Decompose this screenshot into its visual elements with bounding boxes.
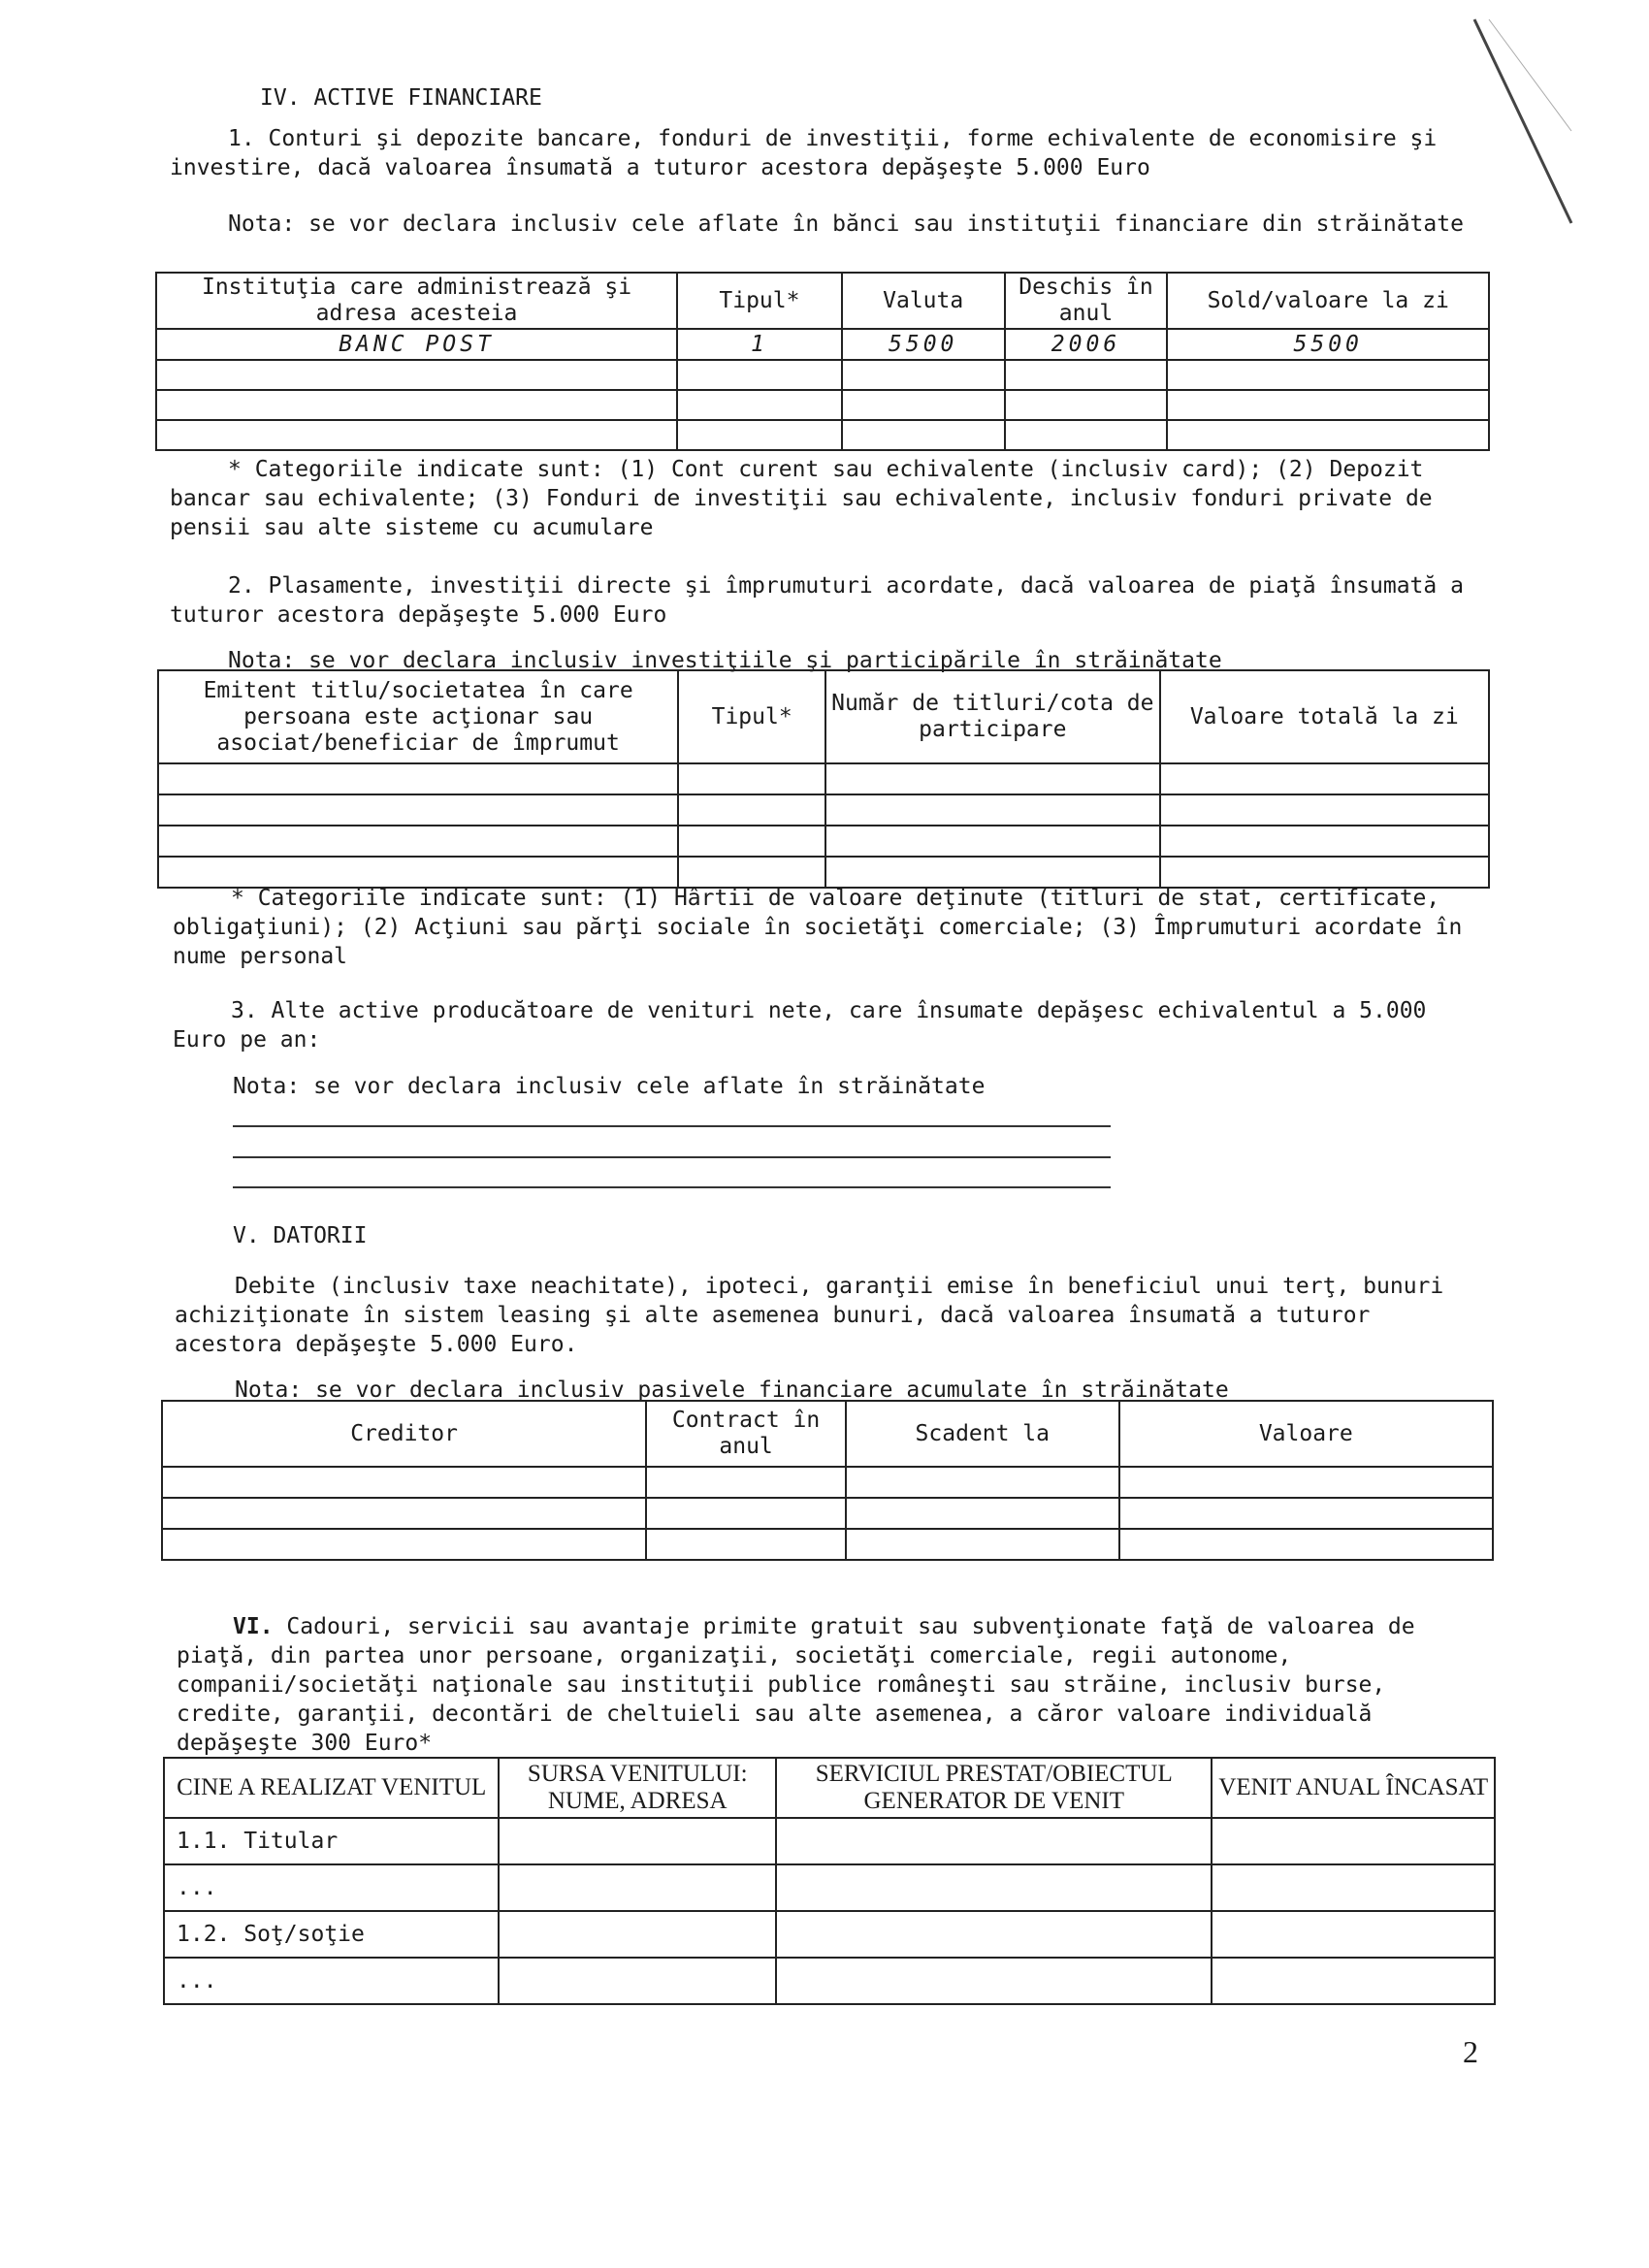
header-contract-year: Contract în anul [646, 1401, 846, 1467]
handwritten-institution: BANC POST [156, 329, 677, 360]
header-shares: Număr de titluri/cota de participare [825, 670, 1160, 763]
item1-note: Nota: se vor declara inclusiv cele aflate în bănci sau instituţii financiare din străinătate [228, 211, 1464, 237]
header-due-date: Scadent la [846, 1401, 1119, 1467]
header-currency: Valuta [842, 273, 1005, 329]
header-total-value: Valoare totală la zi [1160, 670, 1489, 763]
handwritten-balance: 5500 [1167, 329, 1489, 360]
section-vi-text [177, 1612, 1481, 1758]
section-v-note: Nota: se vor declara inclusiv pasivele financiare acumulate în străinătate [235, 1377, 1229, 1403]
row-spouse: 1.2. Soţ/soţie [164, 1911, 499, 1958]
table-row [156, 420, 1489, 450]
item2-footnote: * Categoriile indicate sunt: (1) Hârtii de valoare deţinute (titluri de stat, certificate, obligaţiuni); (2) Acţiuni sau părţi sociale în societăţi comerciale; (3) Împrumuturi acordate în nume personal [173, 886, 1463, 969]
section-iv-title: IV. ACTIVE FINANCIARE [260, 85, 542, 111]
gifts-table [163, 1757, 1496, 2005]
section-vi-number: VI. [233, 1614, 274, 1639]
item3-note: Nota: se vor declara inclusiv cele aflate în străinătate [233, 1074, 986, 1099]
table-row [162, 1529, 1493, 1560]
item3-text: 3. Alte active producătoare de venituri nete, care însumate depăşesc echivalentul a 5.000 Euro pe an: [173, 998, 1427, 1053]
header-institution: Instituţia care administrează şi adresa acesteia [156, 273, 677, 329]
header-type: Tipul* [678, 670, 825, 763]
header-service: SERVICIUL PRESTAT/OBIECTUL GENERATOR DE VENIT [776, 1758, 1212, 1818]
header-balance: Sold/valoare la zi [1167, 273, 1489, 329]
section-v-title: V. DATORII [233, 1223, 368, 1248]
row-ellipsis: ... [164, 1864, 499, 1911]
handwritten-currency: 5500 [842, 329, 1005, 360]
table-row [158, 794, 1489, 826]
row-titular: 1.1. Titular [164, 1818, 499, 1864]
row-ellipsis: ... [164, 1958, 499, 2004]
section-v-text: Debite (inclusiv taxe neachitate), ipoteci, garanţii emise în beneficiul unui terţ, bunuri achiziţionate în sistem leasing şi alte asemenea bunuri, dacă valoarea însumată a tuturor acestora depăşeşte 5.000 Euro. [175, 1274, 1444, 1357]
item2-text: 2. Plasamente, investiţii directe şi împrumuturi acordate, dacă valoarea de piaţă însumată a tuturor acestora depăşeşte 5.000 Euro [170, 573, 1464, 628]
table-row [162, 1498, 1493, 1529]
table-row [164, 1911, 1495, 1958]
item1-footnote: * Categoriile indicate sunt: (1) Cont curent sau echivalente (inclusiv card); (2) Depozit bancar sau echivalente; (3) Fonduri de investiţii sau echivalente, inclusiv fonduri private de pensii sau alte sisteme cu acumulare [170, 457, 1433, 540]
header-who: CINE A REALIZAT VENITUL [164, 1758, 499, 1818]
scan-mark [1465, 15, 1576, 228]
table-row [156, 329, 1489, 360]
table-row [158, 763, 1489, 794]
table-row [158, 826, 1489, 857]
handwritten-type: 1 [677, 329, 842, 360]
header-creditor: Creditor [162, 1401, 646, 1467]
section-vi-body: Cadouri, servicii sau avantaje primite gratuit sau subvenţionate faţă de valoarea de piaţă, din partea unor persoane, organizaţii, societăţi comerciale, regii autonome, companii/societăţi naţionale sau instituţii publice româneşti sau străine, inclusiv burse, credite, garanţii, decontări de cheltuieli sau alte asemenea, a căror valoare individuală depăşeşte 300 Euro* [177, 1614, 1415, 1756]
page-number: 2 [1463, 2034, 1478, 2069]
table-row [164, 1864, 1495, 1911]
answer-line [233, 1186, 1111, 1188]
item2-note: Nota: se vor declara inclusiv investiţiile şi participările în străinătate [228, 648, 1222, 673]
investments-table [157, 669, 1490, 889]
table-row [164, 1958, 1495, 2004]
header-issuer: Emitent titlu/societatea în care persoana este acţionar sau asociat/beneficiar de împrumut [158, 670, 678, 763]
handwritten-year: 2006 [1005, 329, 1168, 360]
table-row [162, 1467, 1493, 1498]
table-row [164, 1818, 1495, 1864]
answer-line [233, 1156, 1111, 1158]
header-type: Tipul* [677, 273, 842, 329]
debts-table [161, 1400, 1494, 1561]
header-source: SURSA VENITULUI: NUME, ADRESA [499, 1758, 776, 1818]
bank-accounts-table [155, 272, 1490, 451]
table-row [156, 360, 1489, 390]
header-opened-year: Deschis în anul [1005, 273, 1168, 329]
answer-line [233, 1125, 1111, 1127]
item1-text: 1. Conturi şi depozite bancare, fonduri de investiţii, forme echivalente de economisire şi investire, dacă valoarea însumată a tuturor acestora depăşeşte 5.000 Euro [170, 126, 1438, 180]
table-row [156, 390, 1489, 420]
header-value: Valoare [1119, 1401, 1493, 1467]
header-annual-income: VENIT ANUAL ÎNCASAT [1212, 1758, 1495, 1818]
